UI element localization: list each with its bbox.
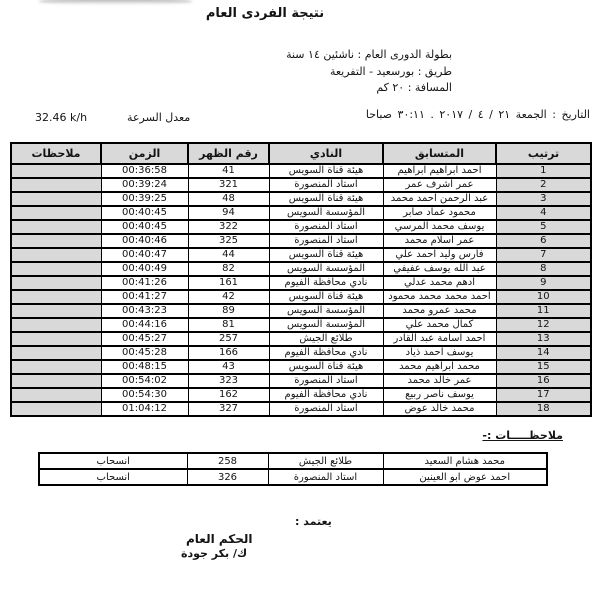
note-cell: انسحاب	[39, 453, 187, 469]
note-cell	[11, 402, 101, 416]
table-row	[11, 248, 591, 262]
club-cell: المؤسسة السويس	[269, 262, 383, 276]
rank-cell: 2	[496, 178, 591, 192]
championship-line: بطولة الدورى العام : ناشئين ١٤ سنة	[286, 48, 452, 61]
club-cell: هيئة قناة السويس	[269, 164, 383, 178]
rank-cell: 14	[496, 346, 591, 360]
time-cell: 00:40:47	[101, 248, 188, 262]
table-row	[11, 178, 591, 192]
rank-cell: 10	[496, 290, 591, 304]
note-cell	[11, 374, 101, 388]
time-cell: 00:41:27	[101, 290, 188, 304]
club-cell: استاد المنصورة	[268, 469, 383, 485]
table-row	[11, 206, 591, 220]
time-cell: 00:45:28	[101, 346, 188, 360]
note-cell	[11, 304, 101, 318]
rank-cell: 18	[496, 402, 591, 416]
time-cell: 01:04:12	[101, 402, 188, 416]
competitor-cell: محمد خالد عوض	[383, 402, 496, 416]
time-cell: 00:40:45	[101, 220, 188, 234]
note-cell: انسحاب	[39, 469, 187, 485]
club-cell: استاد المنصورة	[269, 178, 383, 192]
note-cell	[11, 234, 101, 248]
bib-cell: 325	[188, 234, 269, 248]
results-table	[10, 142, 592, 417]
table-row	[11, 262, 591, 276]
club-cell: طلائع الجيش	[268, 453, 383, 469]
bib-cell: 327	[188, 402, 269, 416]
competitor-cell: عبد الرحمن احمد محمد	[383, 192, 496, 206]
rank-cell: 1	[496, 164, 591, 178]
road-line: طريق : بورسعيد - التفريعة	[329, 64, 452, 78]
note-cell	[11, 276, 101, 290]
competitor-cell: فارس وليد احمد علي	[383, 248, 496, 262]
bib-cell: 321	[188, 178, 269, 192]
note-cell	[11, 318, 101, 332]
table-row	[11, 388, 591, 402]
club-cell: نادي محافظة الفيوم	[269, 346, 383, 360]
rank-cell: 15	[496, 360, 591, 374]
rank-cell: 11	[496, 304, 591, 318]
approve-label: يعتمد :	[295, 515, 332, 528]
bib-cell: 41	[188, 164, 269, 178]
time-cell: 00:40:46	[101, 234, 188, 248]
bib-cell: 322	[188, 220, 269, 234]
competitor-cell: كمال محمد علي	[383, 318, 496, 332]
notes-table	[38, 452, 548, 486]
speed-row	[35, 111, 190, 124]
time-cell: 00:39:25	[101, 192, 188, 206]
note-cell	[11, 192, 101, 206]
table-row	[11, 234, 591, 248]
club-cell: المؤسسة السويس	[269, 318, 383, 332]
rank-cell: 5	[496, 220, 591, 234]
bib-cell: 166	[188, 346, 269, 360]
rank-cell: 3	[496, 192, 591, 206]
table-row	[11, 360, 591, 374]
competitor-cell: يوسف محمد المرسي	[383, 220, 496, 234]
competitor-cell: عمر خالد محمد	[383, 374, 496, 388]
rank-cell: 17	[496, 388, 591, 402]
bib-cell: 44	[188, 248, 269, 262]
competitor-cell: احمد ابراهيم ابراهيم	[383, 164, 496, 178]
table-row	[11, 290, 591, 304]
club-cell: استاد المنصورة	[269, 374, 383, 388]
competitor-cell: عمر اسلام محمد	[383, 234, 496, 248]
table-row	[11, 374, 591, 388]
table-row	[11, 402, 591, 416]
competitor-cell: عبد الله يوسف عفيفي	[383, 262, 496, 276]
note-cell	[11, 206, 101, 220]
rank-cell: 7	[496, 248, 591, 262]
bib-cell: 161	[188, 276, 269, 290]
page-title: نتيجة الفردى العام	[205, 6, 325, 21]
note-cell	[11, 164, 101, 178]
rank-cell: 13	[496, 332, 591, 346]
table-row	[11, 276, 591, 290]
club-cell: استاد المنصورة	[269, 402, 383, 416]
time-cell: 00:36:58	[101, 164, 188, 178]
speed-label: معدل السرعة	[127, 111, 191, 124]
scan-artifact	[38, 0, 193, 5]
club-cell: نادي محافظة الفيوم	[269, 276, 383, 290]
date-line: التاريخ : الجمعة ٢١ / ٤ / ٢٠١٧ . ٣٠:١١ صباحا	[365, 108, 590, 121]
note-cell	[11, 346, 101, 360]
notes-section-label: ملاحظـــــات :-	[482, 429, 563, 442]
club-cell: هيئة قناة السويس	[269, 360, 383, 374]
time-cell: 00:40:45	[101, 206, 188, 220]
competitor-cell: محمد هشام السعيد	[383, 453, 547, 469]
time-cell: 00:54:02	[101, 374, 188, 388]
time-cell: 00:48:15	[101, 360, 188, 374]
table-row	[11, 304, 591, 318]
rank-cell: 6	[496, 234, 591, 248]
club-cell: استاد المنصورة	[269, 234, 383, 248]
rank-cell: 16	[496, 374, 591, 388]
club-cell: المؤسسة السويس	[269, 304, 383, 318]
club-cell: هيئة قناة السويس	[269, 290, 383, 304]
competitor-cell: محمود عماد صابر	[383, 206, 496, 220]
time-header: الزمن	[101, 143, 188, 164]
event-info	[286, 47, 452, 97]
bib-header: رقم الظهر	[188, 143, 269, 164]
referee-title: الحكم العام	[186, 532, 253, 546]
time-cell: 00:43:23	[101, 304, 188, 318]
bib-cell: 81	[188, 318, 269, 332]
time-cell: 00:45:27	[101, 332, 188, 346]
bib-cell: 89	[188, 304, 269, 318]
rank-cell: 8	[496, 262, 591, 276]
competitor-cell: احمد محمد محمد محمود	[383, 290, 496, 304]
table-row	[11, 164, 591, 178]
competitor-cell: محمد عمرو محمد	[383, 304, 496, 318]
bib-cell: 326	[187, 469, 268, 485]
bib-cell: 162	[188, 388, 269, 402]
competitor-cell: يوسف احمد ذياد	[383, 346, 496, 360]
rank-cell: 9	[496, 276, 591, 290]
time-cell: 00:39:24	[101, 178, 188, 192]
competitor-cell: احمد عوض ابو العينين	[383, 469, 547, 485]
notes-row	[39, 453, 547, 469]
bib-cell: 94	[188, 206, 269, 220]
table-row	[11, 332, 591, 346]
table-row	[11, 318, 591, 332]
notes-header: ملاحظات	[11, 143, 101, 164]
bib-cell: 258	[187, 453, 268, 469]
bib-cell: 48	[188, 192, 269, 206]
note-cell	[11, 262, 101, 276]
note-cell	[11, 360, 101, 374]
time-cell: 00:54:30	[101, 388, 188, 402]
club-cell: نادي محافظة الفيوم	[269, 388, 383, 402]
rank-cell: 4	[496, 206, 591, 220]
bib-cell: 323	[188, 374, 269, 388]
competitor-cell: احمد اسامة عبد القادر	[383, 332, 496, 346]
referee-name: ك/ بكر جودة	[181, 547, 248, 560]
note-cell	[11, 220, 101, 234]
club-cell: هيئة قناة السويس	[269, 248, 383, 262]
note-cell	[11, 178, 101, 192]
note-cell	[11, 332, 101, 346]
table-row	[11, 192, 591, 206]
rank-header: ترتيب	[496, 143, 591, 164]
note-cell	[11, 388, 101, 402]
competitor-cell: ادهم محمد عدلي	[383, 276, 496, 290]
bib-cell: 257	[188, 332, 269, 346]
time-cell: 00:40:49	[101, 262, 188, 276]
competitor-cell: محمد ابراهيم محمد	[383, 360, 496, 374]
bib-cell: 43	[188, 360, 269, 374]
time-cell: 00:41:26	[101, 276, 188, 290]
club-cell: هيئة قناة السويس	[269, 192, 383, 206]
competitor-header: المتسابق	[383, 143, 496, 164]
time-cell: 00:44:16	[101, 318, 188, 332]
results-header-row	[11, 143, 591, 164]
competitor-cell: عمر اشرف عمر	[383, 178, 496, 192]
notes-row	[39, 469, 547, 485]
table-row	[11, 346, 591, 360]
competitor-cell: يوسف ناصر ربيع	[383, 388, 496, 402]
rank-cell: 12	[496, 318, 591, 332]
table-row	[11, 220, 591, 234]
club-cell: المؤسسة السويس	[269, 206, 383, 220]
distance-line: المسافة : ٢٠ كم	[376, 81, 452, 94]
bib-cell: 42	[188, 290, 269, 304]
note-cell	[11, 290, 101, 304]
club-cell: طلائع الجيش	[269, 332, 383, 346]
bib-cell: 82	[188, 262, 269, 276]
club-header: النادي	[269, 143, 383, 164]
speed-value: 32.46 k/h	[35, 111, 88, 124]
note-cell	[11, 248, 101, 262]
club-cell: استاد المنصورة	[269, 220, 383, 234]
